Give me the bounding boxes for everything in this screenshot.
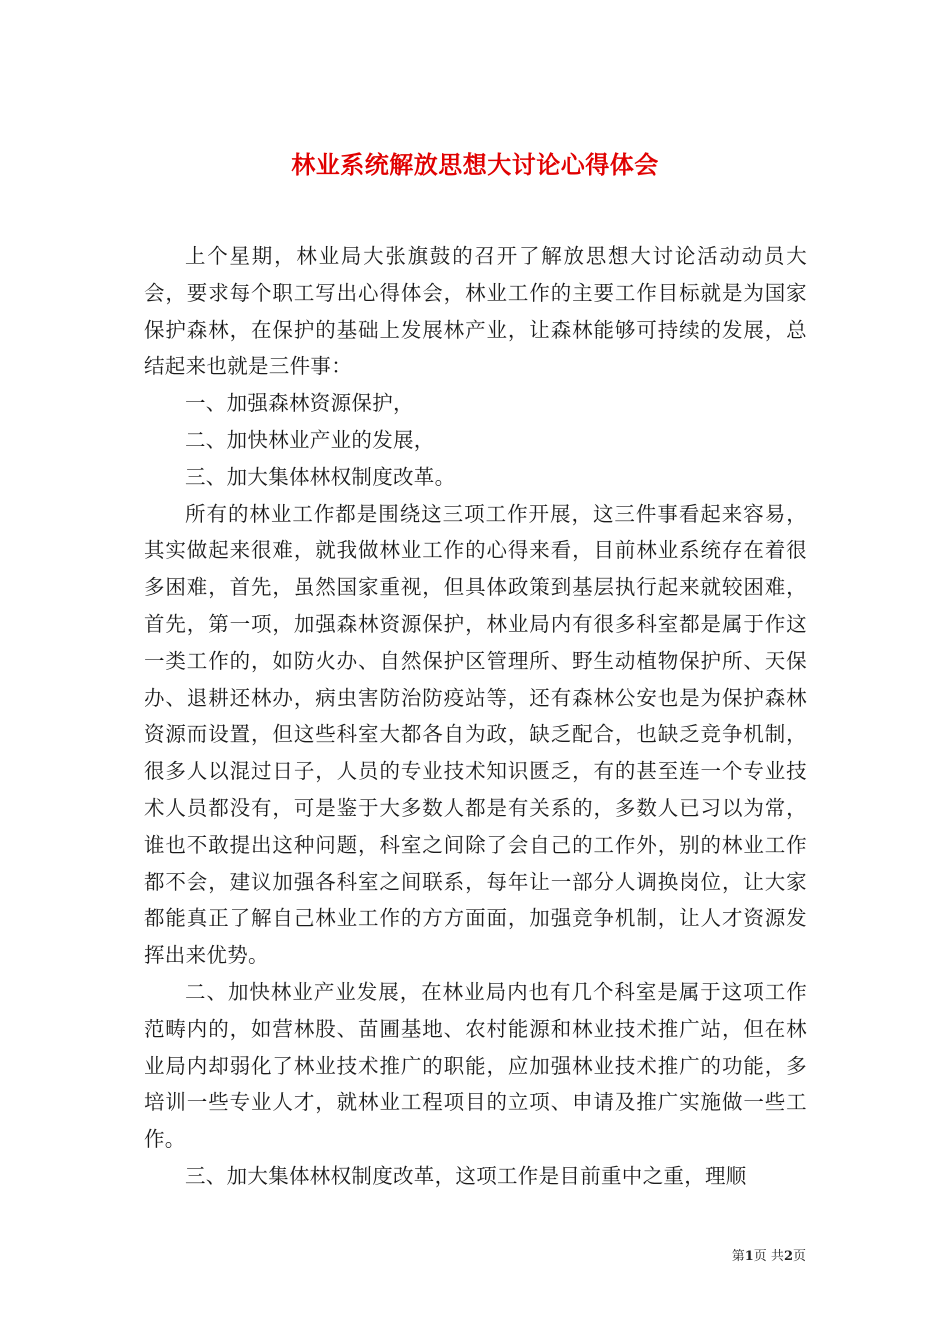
footer-middle: 页 共 bbox=[753, 1249, 784, 1264]
paragraph: 所有的林业工作都是围绕这三项工作开展，这三件事看起来容易，其实做起来很难，就我做林业工作的心得来看，目前林业系统存在着很多困难，首先，虽然国家重视，但具体政策到基层执行起来就较困难，首先，第一项，加强森林资源保护，林业局内有很多科室都是属于作这一类工作的，如防火办、自然保护区管理所、野生动植物保护所、天保办、退耕还林办，病虫害防治防疫站等，还有森林公安也是为保护森林资源而设置，但这些科室大都各自为政，缺乏配合，也缺乏竞争机制，很多人以混过日子，人员的专业技术知识匮乏，有的甚至连一个专业技术人员都没有，可是鉴于大多数人都是有关系的，多数人已习以为常，谁也不敢提出这种问题，科室之间除了会自己的工作外，别的林业工作都不会，建议加强各科室之间联系，每年让一部分人调换岗位，让大家都能真正了解自己林业工作的方方面面，加强竞争机制，让人才资源发挥出来优势。 bbox=[144, 501, 807, 968]
footer-prefix: 第 bbox=[731, 1249, 745, 1264]
footer-suffix: 页 bbox=[792, 1249, 806, 1264]
paragraph: 一、加强森林资源保护， bbox=[185, 391, 414, 416]
document-body bbox=[144, 238, 807, 1195]
paragraph: 三、加大集体林权制度改革。 bbox=[185, 464, 456, 489]
document-title: 林业系统解放思想大讨论心得体会 bbox=[291, 150, 659, 180]
paragraph: 二、加快林业产业的发展， bbox=[185, 427, 435, 452]
paragraph: 三、加大集体林权制度改革，这项工作是目前重中之重，理顺 bbox=[185, 1163, 747, 1188]
paragraph: 上个星期，林业局大张旗鼓的召开了解放思想大讨论活动动员大会，要求每个职工写出心得体会，林业工作的主要工作目标就是为国家保护森林，在保护的基础上发展林产业，让森林能够可持续的发展，总结起来也就是三件事： bbox=[144, 244, 807, 379]
current-page-number: 1 bbox=[744, 1249, 754, 1264]
page-number-footer bbox=[732, 1248, 806, 1266]
total-page-number: 2 bbox=[783, 1249, 793, 1264]
paragraph: 二、加快林业产业发展，在林业局内也有几个科室是属于这项工作范畴内的，如营林股、苗圃基地、农村能源和林业技术推广站，但在林业局内却弱化了林业技术推广的职能，应加强林业技术推广的功能，多培训一些专业人才，就林业工程项目的立项、申请及推广实施做一些工作。 bbox=[144, 979, 807, 1152]
